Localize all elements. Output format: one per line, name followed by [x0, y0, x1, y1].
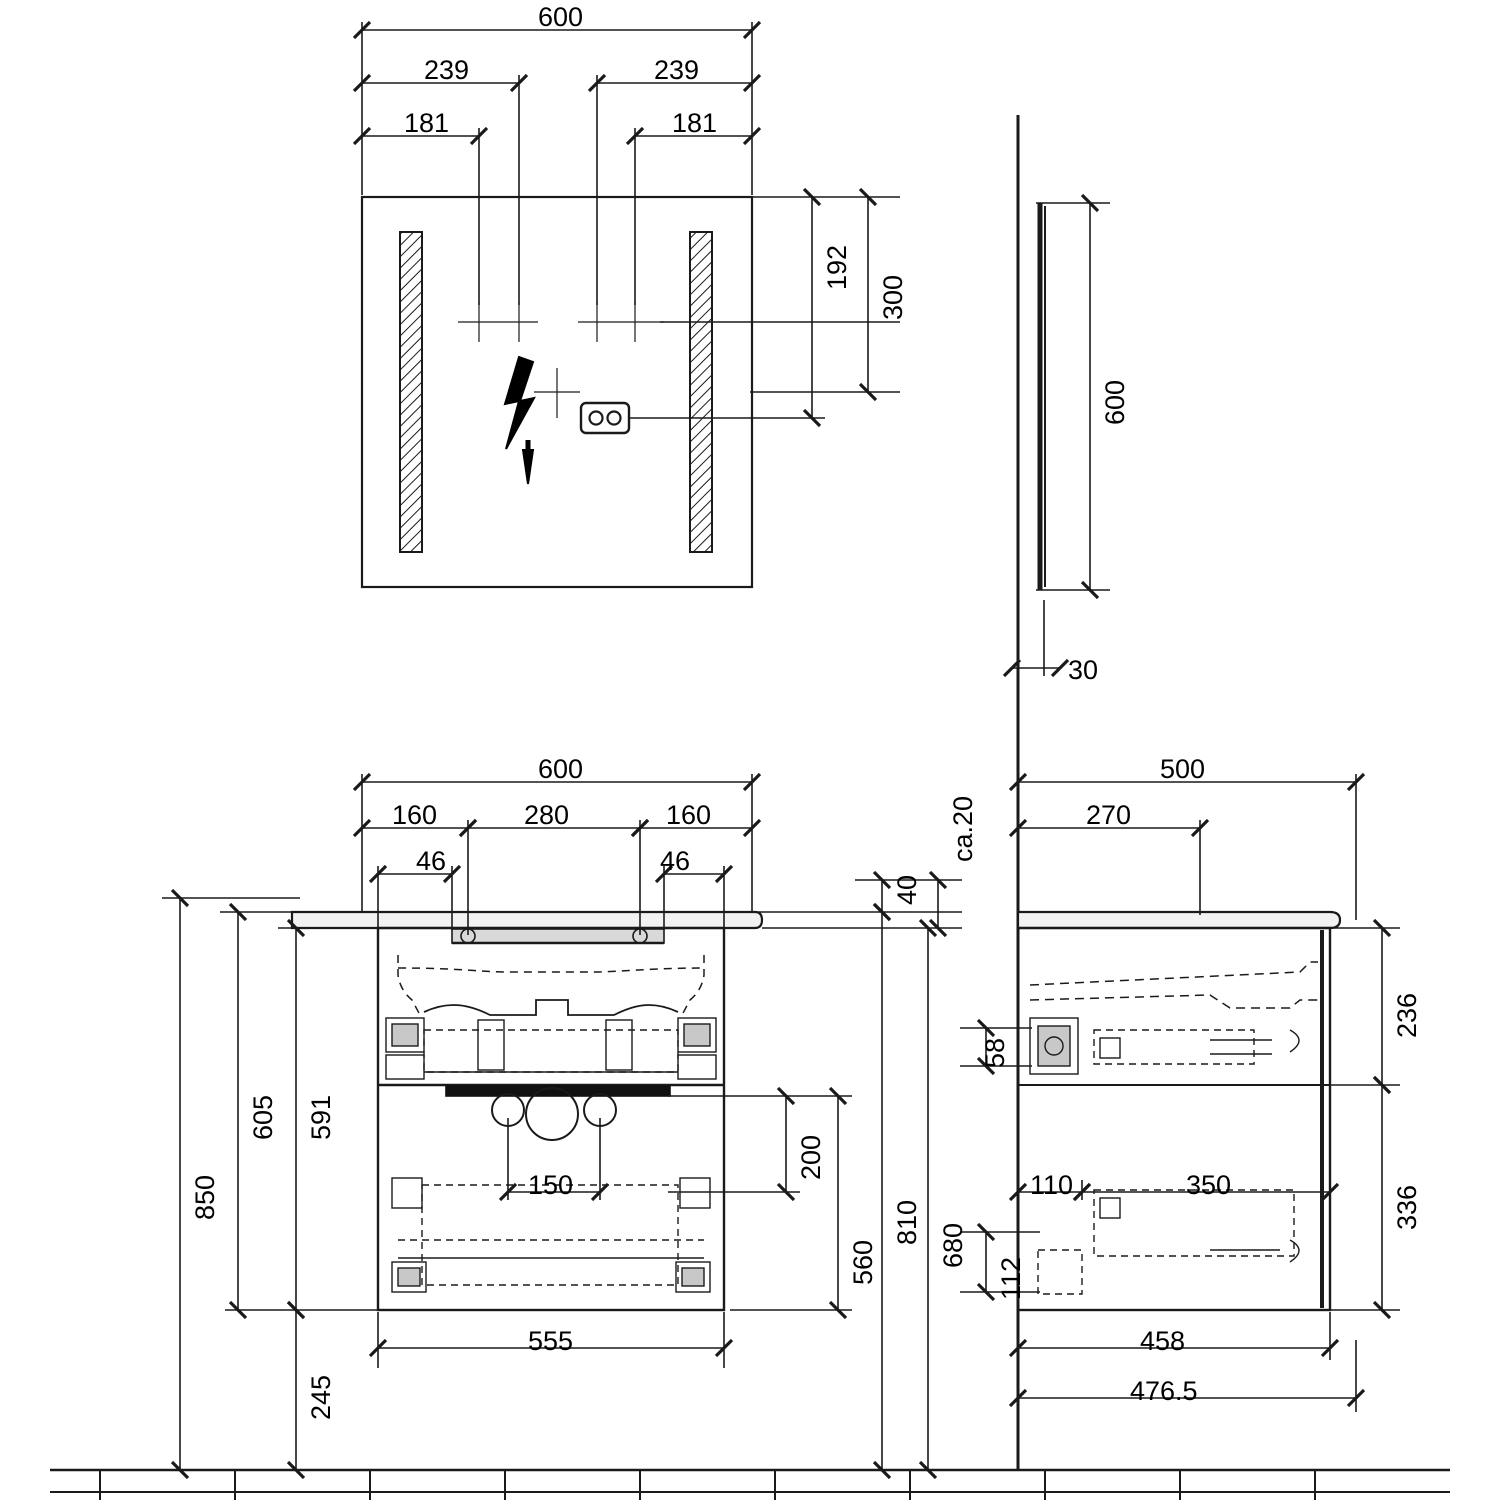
dim-vanity-160-left: 160 — [392, 800, 438, 830]
dim-mirror-300: 300 — [878, 274, 908, 320]
dim-side-350: 350 — [1186, 1170, 1232, 1200]
dim-40: 40 — [892, 874, 922, 905]
dim-605: 605 — [248, 1094, 278, 1140]
dim-245: 245 — [306, 1374, 336, 1420]
dim-side-458: 458 — [1140, 1326, 1186, 1356]
dim-mirror-192: 192 — [822, 244, 852, 290]
dim-680: 680 — [938, 1222, 968, 1268]
dim-mirror-left-239: 239 — [424, 55, 470, 85]
dim-vanity-280: 280 — [524, 800, 570, 830]
dim-mirror-depth-30: 30 — [1068, 655, 1099, 685]
dim-mirror-left-181: 181 — [404, 108, 450, 138]
dim-ca20: ca.20 — [948, 795, 978, 862]
dim-side-112: 112 — [996, 1256, 1026, 1300]
dim-vanity-46-right: 46 — [660, 846, 691, 876]
dim-side-476-5: 476.5 — [1130, 1376, 1198, 1406]
dim-mirror-width-600: 600 — [538, 2, 584, 32]
dim-560: 560 — [848, 1239, 878, 1285]
dim-side-110: 110 — [1030, 1170, 1074, 1200]
dim-810: 810 — [892, 1199, 922, 1245]
dim-mirror-right-239: 239 — [654, 55, 700, 85]
dim-vanity-46-left: 46 — [416, 846, 447, 876]
dim-200: 200 — [796, 1134, 826, 1180]
dim-siphon-150: 150 — [528, 1170, 574, 1200]
dim-vanity-160-right: 160 — [666, 800, 712, 830]
dim-side-500: 500 — [1160, 754, 1206, 784]
dim-side-270: 270 — [1086, 800, 1132, 830]
dim-cabinet-555: 555 — [528, 1326, 574, 1356]
dim-side-58: 58 — [980, 1037, 1010, 1068]
dim-side-336: 336 — [1392, 1184, 1422, 1230]
dim-591: 591 — [306, 1094, 336, 1140]
dim-mirror-right-181: 181 — [672, 108, 718, 138]
dim-total-850: 850 — [190, 1174, 220, 1220]
dim-side-236: 236 — [1392, 992, 1422, 1038]
lightning-bolt-icon — [505, 357, 534, 449]
dim-vanity-600: 600 — [538, 754, 584, 784]
dim-mirror-side-600: 600 — [1100, 379, 1130, 425]
